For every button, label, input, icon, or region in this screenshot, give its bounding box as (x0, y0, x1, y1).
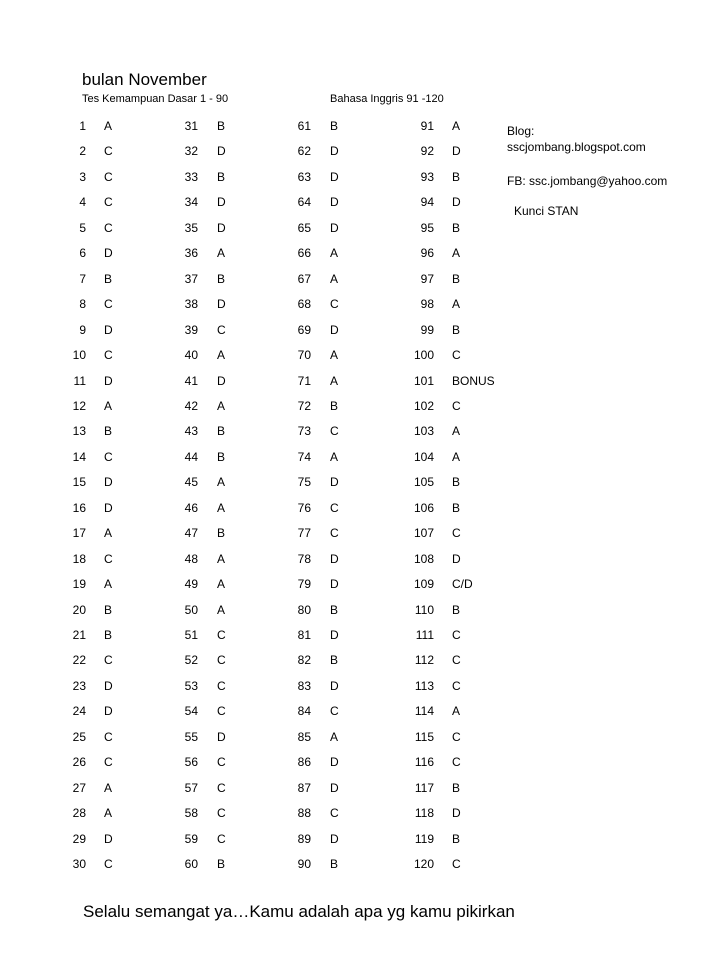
answer-letter: A (452, 449, 461, 464)
answer-letter: B (330, 119, 339, 133)
question-number: 49 (184, 577, 198, 592)
question-number: 116 (414, 755, 434, 770)
question-number: 79 (297, 577, 311, 592)
question-number: 44 (184, 449, 198, 464)
answer-letter: D (330, 551, 339, 566)
question-number: 31 (184, 119, 198, 133)
answer-letter: C (452, 678, 461, 693)
answer-letter: D (330, 322, 339, 337)
question-number: 13 (72, 424, 86, 439)
answer-letter: D (104, 704, 113, 719)
question-number: 26 (72, 755, 86, 770)
question-number: 104 (413, 449, 434, 464)
question-number: 9 (79, 322, 86, 337)
answer-letter: A (217, 500, 226, 515)
answer-letter: C (452, 398, 461, 413)
question-number: 17 (72, 526, 86, 541)
answer-letter: B (104, 271, 113, 286)
answer-letter: A (452, 424, 461, 439)
question-number: 54 (184, 704, 198, 719)
question-number: 82 (297, 653, 311, 668)
answer-letter: A (452, 704, 461, 719)
question-number: 109 (413, 577, 434, 592)
kunci-stan-label: Kunci STAN (514, 204, 579, 218)
question-number: 21 (72, 628, 86, 642)
question-number: 64 (297, 195, 311, 210)
question-number: 48 (184, 551, 198, 566)
question-number: 60 (184, 857, 198, 872)
question-number: 103 (413, 424, 434, 439)
question-number: 56 (184, 755, 198, 770)
question-number: 38 (184, 297, 198, 312)
question-number: 110 (414, 602, 434, 617)
question-number: 25 (72, 729, 86, 744)
answer-letter: C (104, 857, 113, 872)
question-number: 22 (72, 653, 86, 668)
question-number: 16 (72, 500, 86, 515)
answer-letter: C (217, 755, 226, 770)
answer-letter: D (452, 806, 461, 821)
question-number: 72 (297, 398, 311, 413)
answer-letter: C (452, 729, 461, 744)
question-number: 52 (184, 653, 198, 668)
answer-letter: C (104, 551, 113, 566)
answer-letter: C (452, 348, 461, 363)
answer-letter: C (104, 653, 113, 668)
question-number: 32 (184, 144, 198, 159)
answer-letter: C (452, 628, 461, 642)
answer-letter: C (104, 220, 113, 235)
answer-letter: A (217, 551, 226, 566)
answer-letter: A (452, 119, 461, 133)
answer-letter: C (104, 755, 113, 770)
question-number: 10 (72, 348, 86, 363)
question-number: 78 (297, 551, 311, 566)
question-number: 4 (79, 195, 86, 210)
answer-letter: D (104, 475, 113, 490)
question-number: 29 (72, 831, 86, 846)
question-number: 71 (297, 373, 311, 388)
answer-letter: B (217, 857, 226, 872)
question-number: 89 (297, 831, 311, 846)
question-number: 77 (297, 526, 311, 541)
answer-letter: C (217, 780, 226, 795)
question-number: 68 (297, 297, 311, 312)
facebook-contact: FB: ssc.jombang@yahoo.com (507, 174, 668, 188)
answer-letter: C (104, 449, 113, 464)
answer-letter: C (452, 857, 461, 872)
question-number: 2 (79, 144, 86, 159)
question-number: 101 (413, 373, 434, 388)
answer-letter: C (217, 678, 226, 693)
answer-letter: A (104, 119, 113, 133)
answer-letter: D (330, 475, 339, 490)
answer-letter: B (452, 169, 461, 184)
question-number: 111 (415, 628, 434, 642)
question-number: 62 (297, 144, 311, 159)
answer-letter: A (217, 398, 226, 413)
answer-letter: D (217, 220, 226, 235)
question-number: 7 (79, 271, 86, 286)
document-title: bulan November (82, 70, 207, 89)
question-number: 75 (297, 475, 311, 490)
question-number: 115 (414, 729, 434, 744)
question-number: 76 (297, 500, 311, 515)
answer-letter: D (104, 322, 113, 337)
question-number: 6 (79, 246, 86, 261)
answer-letter: C/D (452, 577, 473, 592)
answer-letter: D (217, 729, 226, 744)
question-number: 51 (184, 628, 198, 642)
answer-letter: C (330, 704, 339, 719)
answer-letter: D (330, 628, 339, 642)
answer-letter: B (104, 628, 113, 642)
question-number: 45 (184, 475, 198, 490)
question-number: 19 (72, 577, 86, 592)
question-number: 42 (184, 398, 198, 413)
answer-letter: A (217, 602, 226, 617)
answer-letter: A (330, 729, 339, 744)
answer-letter: A (104, 780, 113, 795)
question-number: 100 (413, 348, 434, 363)
question-number: 46 (184, 500, 198, 515)
question-number: 34 (184, 195, 198, 210)
answer-letter: D (217, 195, 226, 210)
question-number: 112 (414, 653, 434, 668)
answer-letter: D (330, 577, 339, 592)
answer-letter: D (330, 678, 339, 693)
answer-letter: B (452, 780, 461, 795)
question-number: 20 (72, 602, 86, 617)
answer-letter: D (330, 755, 339, 770)
answer-letter: C (452, 653, 461, 668)
question-number: 24 (72, 704, 86, 719)
question-number: 55 (184, 729, 198, 744)
question-number: 102 (413, 398, 434, 413)
question-number: 53 (184, 678, 198, 693)
answer-letter: C (452, 755, 461, 770)
answer-letter: B (330, 398, 339, 413)
question-number: 67 (297, 271, 311, 286)
answer-letter: C (104, 297, 113, 312)
blog-label: Blog: (507, 124, 535, 138)
answer-letter: A (217, 348, 226, 363)
answer-letter: D (330, 780, 339, 795)
answer-letter: B (217, 424, 226, 439)
answer-letter: C (104, 195, 113, 210)
answer-letter: B (452, 602, 461, 617)
question-number: 5 (79, 220, 86, 235)
question-number: 63 (297, 169, 311, 184)
answer-letter: C (104, 144, 113, 159)
question-number: 93 (420, 169, 434, 184)
answer-letter: D (104, 500, 113, 515)
question-number: 96 (420, 246, 434, 261)
answer-letter: B (217, 526, 226, 541)
question-number: 91 (420, 119, 434, 133)
answer-letter: D (104, 246, 113, 261)
answer-letter: C (330, 500, 339, 515)
footer-motto: Selalu semangat ya…Kamu adalah apa yg kamu pikirkan (83, 902, 515, 921)
answer-letter: C (330, 806, 339, 821)
question-number: 37 (184, 271, 198, 286)
question-number: 15 (72, 475, 86, 490)
question-number: 59 (184, 831, 198, 846)
question-number: 74 (297, 449, 311, 464)
answer-letter: D (104, 831, 113, 846)
question-number: 47 (184, 526, 198, 541)
question-number: 113 (414, 678, 434, 693)
question-number: 8 (79, 297, 86, 312)
question-number: 92 (420, 144, 434, 159)
answer-letter: A (217, 246, 226, 261)
question-number: 1 (79, 119, 86, 133)
question-number: 40 (184, 348, 198, 363)
answer-letter: A (330, 348, 339, 363)
question-number: 18 (72, 551, 86, 566)
question-number: 99 (420, 322, 434, 337)
question-number: 58 (184, 806, 198, 821)
answer-letter: C (330, 526, 339, 541)
answer-letter: D (452, 144, 461, 159)
answer-letter: D (330, 144, 339, 159)
answer-letter: A (452, 246, 461, 261)
question-number: 117 (414, 780, 434, 795)
question-number: 119 (414, 831, 434, 846)
answer-letter: A (330, 373, 339, 388)
question-number: 106 (413, 500, 434, 515)
question-number: 27 (72, 780, 86, 795)
answer-letter: D (452, 195, 461, 210)
question-number: 23 (72, 678, 86, 693)
question-number: 94 (420, 195, 434, 210)
answer-letter: C (217, 831, 226, 846)
question-number: 97 (420, 271, 434, 286)
question-number: 70 (297, 348, 311, 363)
answer-letter: C (217, 704, 226, 719)
question-number: 65 (297, 220, 311, 235)
question-number: 12 (72, 398, 86, 413)
answer-letter: B (452, 500, 461, 515)
question-number: 80 (297, 602, 311, 617)
question-number: 105 (413, 475, 434, 490)
question-number: 90 (297, 857, 311, 872)
question-number: 35 (184, 220, 198, 235)
answer-letter: A (330, 449, 339, 464)
answer-letter: A (104, 806, 113, 821)
question-number: 50 (184, 602, 198, 617)
answer-letter: C (104, 348, 113, 363)
question-number: 36 (184, 246, 198, 261)
question-number: 3 (79, 169, 86, 184)
question-number: 11 (73, 373, 86, 388)
answer-letter: D (330, 831, 339, 846)
question-number: 84 (297, 704, 311, 719)
answer-letter: B (104, 424, 113, 439)
answer-letter: C (330, 424, 339, 439)
answer-letter: B (104, 602, 113, 617)
answer-letter: C (217, 628, 226, 642)
question-number: 28 (72, 806, 86, 821)
answer-letter: D (217, 144, 226, 159)
question-number: 39 (184, 322, 198, 337)
question-number: 88 (297, 806, 311, 821)
answer-letter: B (452, 220, 461, 235)
question-number: 69 (297, 322, 311, 337)
answer-letter: D (452, 551, 461, 566)
question-number: 81 (297, 628, 311, 642)
answer-letter: C (104, 169, 113, 184)
answer-letter: A (104, 526, 113, 541)
question-number: 57 (184, 780, 198, 795)
answer-letter: B (217, 271, 226, 286)
answer-letter: B (217, 449, 226, 464)
answer-letter: A (330, 271, 339, 286)
blog-url: sscjombang.blogspot.com (507, 140, 646, 154)
answer-letter: D (104, 678, 113, 693)
answer-letter: D (330, 169, 339, 184)
answer-letter: C (217, 322, 226, 337)
question-number: 98 (420, 297, 434, 312)
question-number: 87 (297, 780, 311, 795)
question-number: 61 (297, 119, 311, 133)
answer-letter: A (452, 297, 461, 312)
question-number: 95 (420, 220, 434, 235)
answer-letter: B (452, 831, 461, 846)
question-number: 73 (297, 424, 311, 439)
answer-letter: D (330, 220, 339, 235)
section-heading-tkd: Tes Kemampuan Dasar 1 - 90 (82, 93, 229, 105)
answer-letter: BONUS (452, 373, 495, 388)
answer-letter: B (330, 602, 339, 617)
question-number: 30 (72, 857, 86, 872)
answer-letter: B (330, 857, 339, 872)
answer-letter: C (104, 729, 113, 744)
question-number: 33 (184, 169, 198, 184)
answer-letter: C (452, 526, 461, 541)
question-number: 108 (413, 551, 434, 566)
question-number: 118 (414, 806, 434, 821)
answer-letter: A (217, 577, 226, 592)
question-number: 43 (184, 424, 198, 439)
answer-letter: C (330, 297, 339, 312)
question-number: 41 (184, 373, 198, 388)
answer-letter: C (217, 806, 226, 821)
answer-letter: B (217, 169, 226, 184)
answer-letter: D (217, 297, 226, 312)
question-number: 107 (413, 526, 434, 541)
answer-letter: B (452, 271, 461, 286)
answer-letter: A (104, 577, 113, 592)
answer-letter: A (217, 475, 226, 490)
question-number: 66 (297, 246, 311, 261)
answer-letter: D (330, 195, 339, 210)
answer-letter: B (217, 119, 226, 133)
answer-letter: B (330, 653, 339, 668)
answer-letter: D (104, 373, 113, 388)
question-number: 14 (72, 449, 86, 464)
question-number: 83 (297, 678, 311, 693)
question-number: 85 (297, 729, 311, 744)
answer-letter: A (104, 398, 113, 413)
answer-letter: A (330, 246, 339, 261)
question-number: 114 (414, 704, 434, 719)
answer-letter: B (452, 475, 461, 490)
answer-letter: B (452, 322, 461, 337)
question-number: 120 (413, 857, 434, 872)
answer-letter: D (217, 373, 226, 388)
question-number: 86 (297, 755, 311, 770)
section-heading-bahasa-inggris: Bahasa Inggris 91 -120 (330, 93, 444, 105)
answer-letter: C (217, 653, 226, 668)
